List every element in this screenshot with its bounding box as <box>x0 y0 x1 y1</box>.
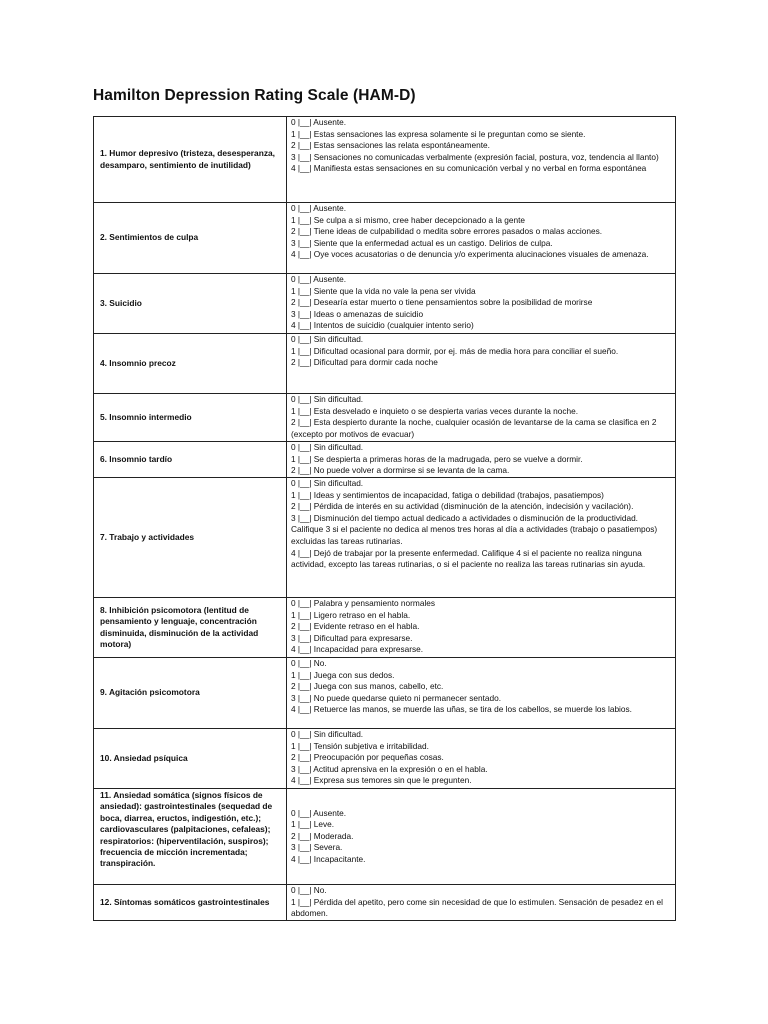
table-row <box>94 274 676 334</box>
item-label-cell <box>94 442 287 478</box>
options-cell <box>287 729 676 789</box>
score-option: 1 |__| Pérdida del apetito, pero come sin necesidad de que lo estimulen. Sensación de pesadez en el abdomen. <box>291 896 663 919</box>
score-option: 0 |__| Sin dificultad. <box>291 334 364 344</box>
table-row <box>94 203 676 274</box>
options-cell <box>287 442 676 478</box>
item-label-cell <box>94 394 287 442</box>
score-option: 3 |__| Severa. <box>291 842 343 853</box>
score-option: 4 |__| Dejó de trabajar por la presente enfermedad. Califique 4 si el paciente no realiza ninguna actividad, excepto las tareas rutinarias, o si el paciente no realiza las tareas rutinarias sin ayuda. <box>291 547 646 570</box>
score-option: 2 |__| Tiene ideas de culpabilidad o medita sobre errores pasados o malas acciones. <box>291 226 603 237</box>
item-label-cell <box>94 658 287 729</box>
item-label: 1. Humor depresivo (tristeza, desesperanza, desamparo, sentimiento de inutilidad) <box>100 148 276 170</box>
score-option: 2 |__| No puede volver a dormirse si se levanta de la cama. <box>291 465 510 476</box>
table-row <box>94 478 676 598</box>
options-cell <box>287 334 676 394</box>
page-title: Hamilton Depression Rating Scale (HAM-D) <box>93 87 416 104</box>
score-option: 1 |__| Se despierta a primeras horas de la madrugada, pero se vuelve a dormir. <box>291 453 583 464</box>
table-row <box>94 598 676 658</box>
score-option: 3 |__| No puede quedarse quieto ni permanecer sentado. <box>291 692 502 703</box>
score-option: 2 |__| Esta despierto durante la noche, cualquier ocasión de levantarse de la cama se clasifica en 2 (excepto por motivos de evacuar) <box>291 417 657 439</box>
score-option: 0 |__| Sin dificultad. <box>291 729 364 739</box>
score-option: 1 |__| Dificultad ocasional para dormir, por ej. más de media hora para conciliar el sueño. <box>291 345 619 356</box>
item-label-cell <box>94 117 287 203</box>
score-option: 2 |__| Dificultad para dormir cada noche <box>291 357 438 368</box>
score-option: 2 |__| Desearía estar muerto o tiene pensamientos sobre la posibilidad de morirse <box>291 297 593 308</box>
score-option: 0 |__| Sin dificultad. <box>291 442 364 452</box>
score-option: 1 |__| Esta desvelado e inquieto o se despierta varias veces durante la noche. <box>291 405 579 416</box>
score-option: 1 |__| Se culpa a si mismo, cree haber decepcionado a la gente <box>291 214 526 225</box>
options-cell <box>287 789 676 885</box>
score-option: 2 |__| Pérdida de interés en su actividad (disminución de la atención, indecisión y vacilación). <box>291 501 634 512</box>
score-option: 1 |__| Ligero retraso en el habla. <box>291 609 411 620</box>
score-option: 0 |__| Palabra y pensamiento normales <box>291 598 436 608</box>
item-label-cell <box>94 885 287 921</box>
score-option: 3 |__| Disminución del tiempo actual dedicado a actividades o disminución de la productividad. Califique 3 si el paciente no dedica al menos tres horas al día a actividades (trabajo o pasatiempos) excluidas las tareas rutinarias. <box>291 512 658 546</box>
item-label: 4. Insomnio precoz <box>100 357 176 368</box>
options-cell <box>287 885 676 921</box>
score-option: 1 |__| Ideas y sentimientos de incapacidad, fatiga o debilidad (trabajos, pasatiempos) <box>291 489 604 500</box>
score-option: 4 |__| Oye voces acusatorias o de denuncia y/o experimenta alucinaciones visuales de amenaza. <box>291 249 649 260</box>
item-label: 11. Ansiedad somática (signos físicos de ansiedad): gastrointestinales (sequedad de boca, diarrea, eructos, indigestión, etc.); cardiovasculares (palpitaciones, cefaleas); respiratorios: (hiperventilación, suspiros); frecuencia de micción incrementada; transpiración. <box>100 790 273 869</box>
score-option: 2 |__| Preocupación por pequeñas cosas. <box>291 752 444 763</box>
options-cell <box>287 394 676 442</box>
item-label: 10. Ansiedad psíquica <box>100 752 188 763</box>
table-row <box>94 789 676 885</box>
item-label-cell <box>94 789 287 885</box>
score-option: 3 |__| Actitud aprensiva en la expresión o en el habla. <box>291 763 488 774</box>
score-option: 3 |__| Siente que la enfermedad actual es un castigo. Delirios de culpa. <box>291 237 553 248</box>
score-option: 2 |__| Estas sensaciones las relata espontáneamente. <box>291 140 490 151</box>
options-cell <box>287 658 676 729</box>
item-label-cell <box>94 478 287 598</box>
score-option: 3 |__| Dificultad para expresarse. <box>291 632 413 643</box>
score-option: 0 |__| Ausente. <box>291 203 347 213</box>
score-option: 1 |__| Estas sensaciones las expresa solamente si le preguntan como se siente. <box>291 128 586 139</box>
table-row <box>94 729 676 789</box>
item-label: 9. Agitación psicomotora <box>100 687 200 698</box>
score-option: 1 |__| Juega con sus dedos. <box>291 669 395 680</box>
score-option: 4 |__| Incapacitante. <box>291 853 366 864</box>
score-option: 1 |__| Leve. <box>291 819 335 830</box>
table-row <box>94 885 676 921</box>
score-option: 4 |__| Manifiesta estas sensaciones en su comunicación verbal y no verbal en forma espontánea <box>291 163 647 174</box>
item-label: 7. Trabajo y actividades <box>100 531 195 542</box>
score-option: 3 |__| Ideas o amenazas de suicidio <box>291 308 424 319</box>
score-option: 4 |__| Intentos de suicidio (cualquier intento serio) <box>291 320 474 331</box>
item-label: 8. Inhibición psicomotora (lentitud de pensamiento y lenguaje, concentración disminuida, disminución de la actividad motora) <box>100 604 259 649</box>
score-option: 0 |__| Sin dificultad. <box>291 394 364 404</box>
score-option: 2 |__| Evidente retraso en el habla. <box>291 621 420 632</box>
score-option: 0 |__| No. <box>291 885 327 895</box>
score-option: 0 |__| No. <box>291 658 327 668</box>
score-option: 3 |__| Sensaciones no comunicadas verbalmente (expresión facial, postura, voz, tendencia al llanto) <box>291 151 659 162</box>
options-cell <box>287 203 676 274</box>
options-cell <box>287 598 676 658</box>
item-label-cell <box>94 203 287 274</box>
score-option: 1 |__| Tensión subjetiva e irritabilidad. <box>291 740 429 751</box>
score-option: 4 |__| Incapacidad para expresarse. <box>291 644 424 655</box>
item-label: 6. Insomnio tardío <box>100 453 173 464</box>
table-row <box>94 117 676 203</box>
score-option: 0 |__| Ausente. <box>291 117 347 127</box>
score-option: 2 |__| Juega con sus manos, cabello, etc. <box>291 681 444 692</box>
options-cell <box>287 117 676 203</box>
item-label: 2. Sentimientos de culpa <box>100 232 199 243</box>
table-row <box>94 658 676 729</box>
ham-d-table-body <box>94 117 676 921</box>
table-row <box>94 442 676 478</box>
score-option: 0 |__| Ausente. <box>291 807 347 818</box>
item-label-cell <box>94 334 287 394</box>
score-option: 4 |__| Retuerce las manos, se muerde las uñas, se tira de los cabellos, se muerde los labios. <box>291 704 632 715</box>
item-label: 12. Síntomas somáticos gastrointestinales <box>100 896 270 907</box>
item-label-cell <box>94 598 287 658</box>
score-option: 1 |__| Siente que la vida no vale la pena ser vivida <box>291 285 476 296</box>
item-label: 3. Suicidio <box>100 297 142 308</box>
score-option: 0 |__| Sin dificultad. <box>291 478 364 488</box>
score-option: 0 |__| Ausente. <box>291 274 347 284</box>
ham-d-table <box>93 116 676 921</box>
item-label: 5. Insomnio intermedio <box>100 411 192 422</box>
item-label-cell <box>94 729 287 789</box>
item-label-cell <box>94 274 287 334</box>
options-cell <box>287 274 676 334</box>
score-option: 2 |__| Moderada. <box>291 830 354 841</box>
score-option: 4 |__| Expresa sus temores sin que le pregunten. <box>291 775 472 786</box>
table-row <box>94 334 676 394</box>
table-row <box>94 394 676 442</box>
options-cell <box>287 478 676 598</box>
